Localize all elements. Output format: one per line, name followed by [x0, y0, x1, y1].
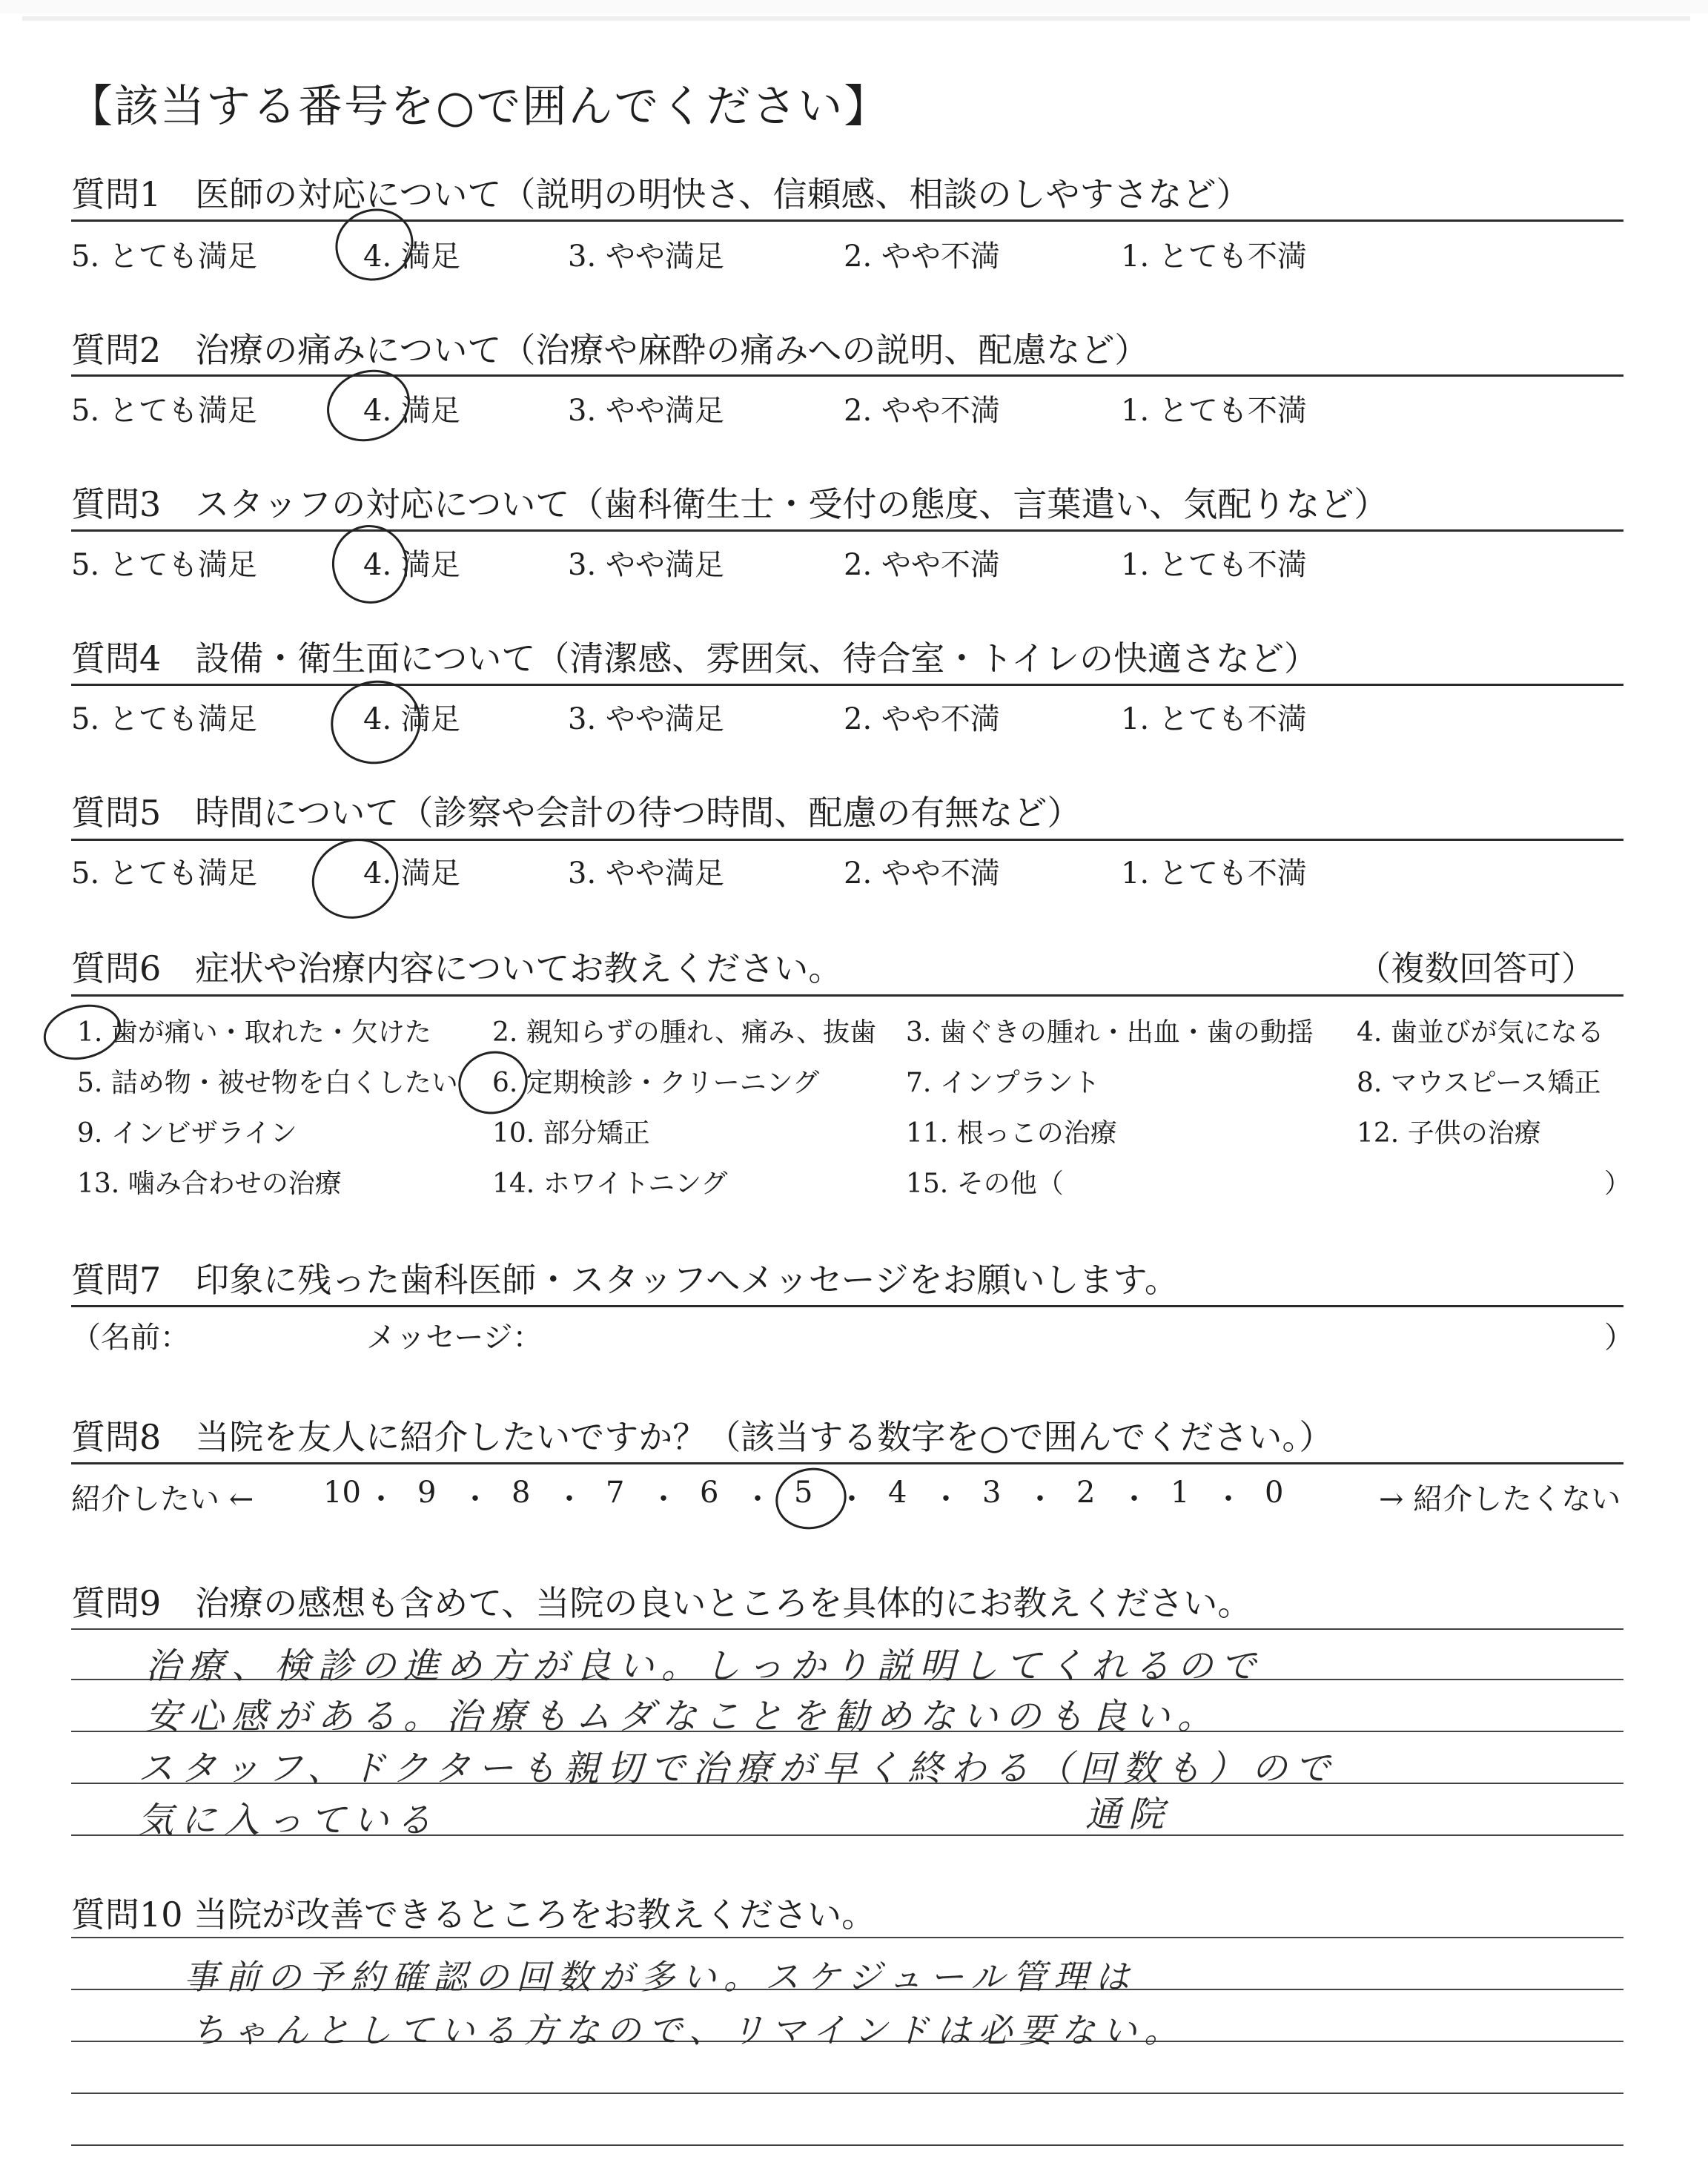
q5-option-5[interactable]: 5. とても満足 — [71, 856, 257, 891]
q6-option-3[interactable]: 3. 歯ぐきの腫れ・出血・歯の動揺 — [906, 1017, 1314, 1048]
q2-option-1[interactable]: 1. とても不満 — [1121, 394, 1307, 428]
q5-option-3[interactable]: 3. やや満足 — [568, 856, 724, 891]
question-6-note: （複数回答可） — [1357, 948, 1595, 988]
q8-scale-number[interactable]: 1 — [1171, 1476, 1190, 1510]
q6-option-11[interactable]: 11. 根っこの治療 — [906, 1118, 1117, 1149]
q8-scale-separator: ・ — [837, 1482, 867, 1516]
q7-message-label[interactable]: メッセージ： — [366, 1321, 543, 1355]
q6-option-1[interactable]: 1. 歯が痛い・取れた・欠けた — [77, 1017, 431, 1048]
q5-answer-circle — [299, 826, 410, 931]
question-9-heading: 質問9 治療の感想も含めて、当院の良いところを具体的にお教えください。 — [71, 1583, 1252, 1623]
q6-option-10[interactable]: 10. 部分矯正 — [492, 1118, 650, 1149]
q2-answer-circle — [317, 358, 420, 452]
q10-line-1 — [71, 1937, 1623, 1938]
q9-handwriting-insert: 通院 — [1085, 1794, 1172, 1835]
q6-option-14[interactable]: 14. ホワイトニング — [492, 1169, 728, 1199]
q1-option-2[interactable]: 2. やや不満 — [844, 240, 1000, 274]
q8-scale-number[interactable]: 2 — [1076, 1476, 1096, 1510]
q8-scale-separator: ・ — [460, 1482, 490, 1516]
question-4-rule — [71, 684, 1623, 686]
question-8-rule — [71, 1462, 1623, 1464]
q2-option-4[interactable]: 4. 満足 — [363, 394, 460, 428]
q5-option-1[interactable]: 1. とても不満 — [1121, 856, 1307, 891]
page-title: 【該当する番号を○で囲んでください】 — [68, 81, 890, 133]
q6-option-2[interactable]: 2. 親知らずの腫れ、痛み、抜歯 — [492, 1017, 877, 1048]
q4-option-2[interactable]: 2. やや不満 — [844, 702, 1000, 736]
q1-option-5[interactable]: 5. とても満足 — [71, 240, 257, 274]
question-7-rule — [71, 1305, 1623, 1307]
q8-scale-number[interactable]: 4 — [888, 1476, 907, 1510]
q8-scale-number[interactable]: 5 — [794, 1476, 813, 1510]
q7-name-label[interactable]: （名前： — [71, 1321, 190, 1355]
q3-answer-circle — [326, 519, 414, 610]
q8-scale-separator: ・ — [649, 1482, 678, 1516]
q4-option-3[interactable]: 3. やや満足 — [568, 702, 724, 736]
q4-option-1[interactable]: 1. とても不満 — [1121, 702, 1307, 736]
question-1-heading: 質問1 医師の対応について（説明の明快さ、信頼感、相談のしやすさなど） — [71, 174, 1251, 214]
q10-handwriting-1: 事前の予約確認の回数が多い。スケジュール管理は — [184, 1957, 1137, 1997]
q4-answer-circle — [322, 671, 429, 773]
q10-line-5 — [71, 2144, 1623, 2146]
question-2-heading: 質問2 治療の痛みについて（治療や麻酔の痛みへの説明、配慮など） — [71, 330, 1149, 370]
question-8-heading: 質問8 当院を友人に紹介したいですか？（該当する数字を○で囲んでください。） — [71, 1417, 1334, 1457]
q8-scale-number[interactable]: 7 — [606, 1476, 625, 1510]
q4-option-5[interactable]: 5. とても満足 — [71, 702, 257, 736]
q6-option-12[interactable]: 12. 子供の治療 — [1357, 1118, 1541, 1149]
q9-line-1 — [71, 1628, 1623, 1630]
q8-answer-circle — [770, 1462, 853, 1536]
q2-option-2[interactable]: 2. やや不満 — [844, 394, 1000, 428]
q5-option-2[interactable]: 2. やや不満 — [844, 856, 1000, 891]
q3-option-2[interactable]: 2. やや不満 — [844, 548, 1000, 582]
q1-option-1[interactable]: 1. とても不満 — [1121, 240, 1307, 274]
q8-scale-number[interactable]: 9 — [417, 1476, 437, 1510]
q8-scale-separator: ・ — [743, 1482, 772, 1516]
question-10-heading: 質問10 当院が改善できるところをお教えください。 — [71, 1895, 876, 1935]
q6-option-6[interactable]: 6. 定期検診・クリーニング — [492, 1068, 820, 1098]
question-5-rule — [71, 839, 1623, 841]
q8-scale-separator: ・ — [1025, 1482, 1055, 1516]
question-7-heading: 質問7 印象に残った歯科医師・スタッフへメッセージをお願いします。 — [71, 1260, 1179, 1300]
q9-handwriting-4: 気に入っている — [138, 1800, 440, 1841]
q8-scale-separator: ・ — [931, 1482, 961, 1516]
question-3-rule — [71, 529, 1623, 532]
question-3-heading: 質問3 スタッフの対応について（歯科衛生士・受付の態度、言葉遣い、気配りなど） — [71, 484, 1388, 524]
question-6-heading: 質問6 症状や治療内容についてお教えください。 — [71, 948, 843, 988]
q3-option-1[interactable]: 1. とても不満 — [1121, 548, 1307, 582]
q3-option-5[interactable]: 5. とても満足 — [71, 548, 257, 582]
q8-scale-separator: ・ — [555, 1482, 584, 1516]
q3-option-3[interactable]: 3. やや満足 — [568, 548, 724, 582]
q9-handwriting-2: 安心感がある。治療もムダなことを勧めないのも良い。 — [145, 1696, 1221, 1737]
q6-option-4[interactable]: 4. 歯並びが気になる — [1357, 1017, 1604, 1048]
q6-option-8[interactable]: 8. マウスピース矯正 — [1357, 1068, 1601, 1098]
q8-scale-number[interactable]: 8 — [512, 1476, 531, 1510]
q1-option-4[interactable]: 4. 満足 — [363, 240, 460, 274]
question-5-heading: 質問5 時間について（診察や会計の待つ時間、配慮の有無など） — [71, 793, 1082, 833]
q10-handwriting-2: ちゃんとしている方なので、リマインドは必要ない。 — [191, 2010, 1186, 2050]
question-1-rule — [71, 219, 1623, 222]
q6-option-7[interactable]: 7. インプラント — [906, 1068, 1100, 1098]
question-4-heading: 質問4 設備・衛生面について（清潔感、雰囲気、待合室・トイレの快適さなど） — [71, 638, 1319, 678]
q7-close-paren: ） — [1604, 1321, 1634, 1355]
q6-answer-circle-6 — [451, 1043, 535, 1123]
q1-option-3[interactable]: 3. やや満足 — [568, 240, 724, 274]
q3-option-4[interactable]: 4. 満足 — [363, 548, 460, 582]
q6-option-9[interactable]: 9. インビザライン — [77, 1118, 297, 1149]
q6-option-15[interactable]: 15. その他（ — [906, 1169, 1064, 1199]
q6-option-5[interactable]: 5. 詰め物・被せ物を白くしたい — [77, 1068, 458, 1098]
q6-answer-circle-1 — [38, 997, 127, 1068]
q4-option-4[interactable]: 4. 満足 — [363, 702, 460, 736]
scan-top-edge — [0, 0, 1708, 13]
q10-line-4 — [71, 2093, 1623, 2094]
q5-option-4[interactable]: 4. 満足 — [363, 856, 460, 891]
q9-handwriting-3: スタッフ、ドクターも親切で治療が早く終わる（回数も）ので — [138, 1748, 1338, 1789]
q8-scale-right-label: → 紹介したくない — [1379, 1482, 1621, 1516]
q8-scale-separator: ・ — [1119, 1482, 1149, 1516]
q8-scale-number[interactable]: 3 — [982, 1476, 1002, 1510]
q8-scale-separator: ・ — [1214, 1482, 1243, 1516]
q6-option-13[interactable]: 13. 噛み合わせの治療 — [77, 1169, 342, 1199]
q8-scale-separator: ・ — [366, 1482, 396, 1516]
q2-option-5[interactable]: 5. とても満足 — [71, 394, 257, 428]
q8-scale-number[interactable]: 0 — [1265, 1476, 1284, 1510]
q9-handwriting-1: 治療、検診の進め方が良い。しっかり説明してくれるので — [145, 1645, 1264, 1687]
scan-top-shadow — [22, 16, 1690, 21]
q8-scale-number[interactable]: 10 — [323, 1476, 361, 1510]
q8-scale-left-label: 紹介したい ← — [71, 1482, 254, 1516]
q2-option-3[interactable]: 3. やや満足 — [568, 394, 724, 428]
q8-scale-number[interactable]: 6 — [700, 1476, 719, 1510]
question-6-rule — [71, 994, 1623, 997]
question-2-rule — [71, 374, 1623, 377]
q6-option-15-close: ） — [1604, 1169, 1632, 1199]
